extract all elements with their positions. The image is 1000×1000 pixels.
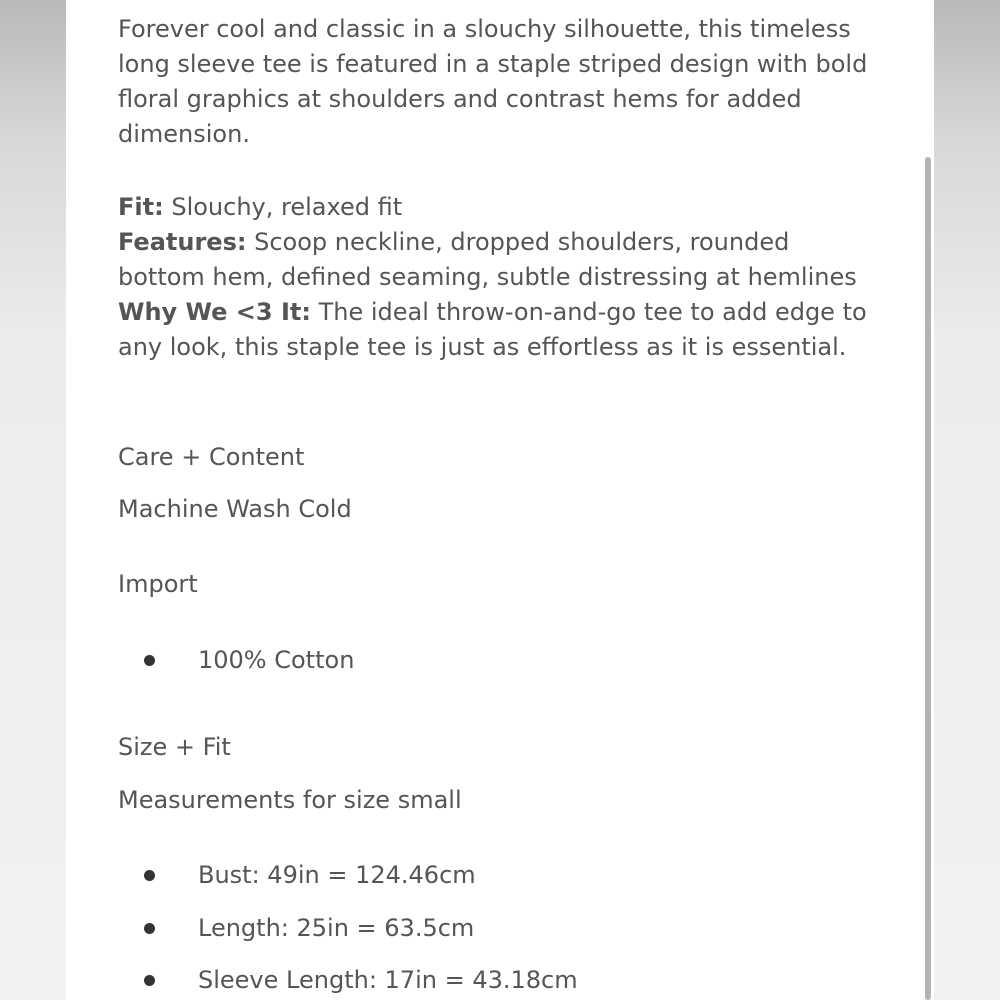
right-background-edge xyxy=(934,0,1000,1000)
features-text: Scoop neckline, dropped shoulders, rounded xyxy=(246,228,790,256)
care-content-heading: Care + Content xyxy=(118,443,305,471)
fit-label: Fit: xyxy=(118,193,164,221)
measurement-text: Bust: 49in = 124.46cm xyxy=(198,861,476,889)
list-item xyxy=(118,964,818,996)
product-details-panel[interactable] xyxy=(66,0,934,1000)
measurement-text: Sleeve Length: 17in = 43.18cm xyxy=(198,966,578,994)
measurement-text: Length: 25in = 63.5cm xyxy=(198,914,475,942)
description-line: Forever cool and classic in a slouchy silhouette, this timeless xyxy=(118,15,851,43)
fit-text: Slouchy, relaxed fit xyxy=(163,193,403,221)
description-line: long sleeve tee is featured in a staple striped design with bold xyxy=(118,50,868,78)
fit-features-block xyxy=(118,190,898,365)
why-line xyxy=(118,295,898,330)
description-line: dimension. xyxy=(118,120,250,148)
features-label: Features: xyxy=(118,228,247,256)
why-line-continued: any look, this staple tee is just as effortless as it is essential. xyxy=(118,333,847,361)
care-origin: Import xyxy=(118,570,198,598)
product-description xyxy=(118,12,898,152)
why-text: The ideal throw-on-and-go tee to add edge to xyxy=(310,298,867,326)
bullet-icon xyxy=(144,870,155,881)
size-fit-subtitle: Measurements for size small xyxy=(118,786,462,814)
care-wash-instruction: Machine Wash Cold xyxy=(118,495,352,523)
features-line-continued: bottom hem, defined seaming, subtle distressing at hemlines xyxy=(118,263,857,291)
list-item xyxy=(118,859,818,891)
bullet-icon xyxy=(144,923,155,934)
scrollbar-thumb[interactable] xyxy=(925,157,931,1000)
bullet-icon xyxy=(144,655,155,666)
bullet-icon xyxy=(144,975,155,986)
size-fit-heading: Size + Fit xyxy=(118,733,231,761)
description-line: floral graphics at shoulders and contrast hems for added xyxy=(118,85,802,113)
fit-line xyxy=(118,190,898,225)
material-text: 100% Cotton xyxy=(198,646,355,674)
why-label: Why We <3 It: xyxy=(118,298,311,326)
list-item xyxy=(118,644,818,676)
left-background-edge xyxy=(0,0,66,1000)
list-item xyxy=(118,912,818,944)
features-line xyxy=(118,225,898,260)
